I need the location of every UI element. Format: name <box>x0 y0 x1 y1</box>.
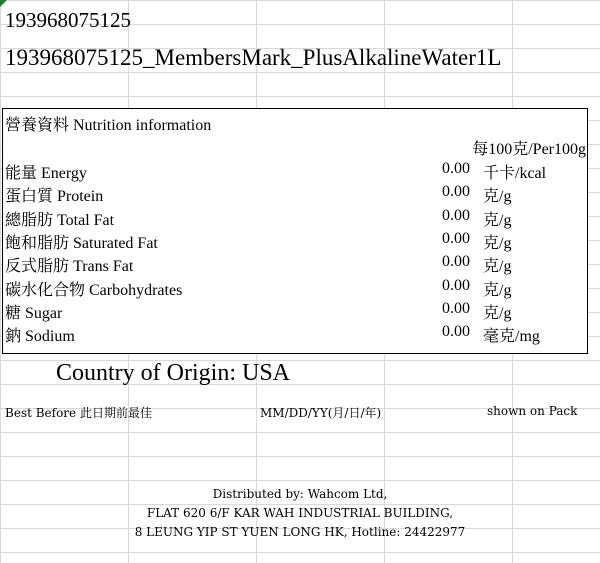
active-cell-marker <box>0 0 7 7</box>
per-100g-label[interactable]: 每100克/Per100g <box>472 141 586 158</box>
nutrient-value[interactable]: 0.00 <box>442 300 470 317</box>
best-before-label[interactable]: Best Before 此日期前最佳 <box>5 406 152 420</box>
nutrient-label[interactable]: 鈉 Sodium <box>5 328 75 345</box>
nutrient-unit[interactable]: 克/g <box>483 188 512 205</box>
nutrient-unit[interactable]: 克/g <box>483 258 512 275</box>
nutrient-label[interactable]: 能量 Energy <box>5 165 87 182</box>
country-of-origin[interactable]: Country of Origin: USA <box>56 360 290 386</box>
nutrient-value[interactable]: 0.00 <box>442 207 470 224</box>
nutrient-unit[interactable]: 克/g <box>483 282 512 299</box>
nutrient-label[interactable]: 糖 Sugar <box>5 305 63 322</box>
distributor-line-1[interactable]: Distributed by: Wahcom Ltd, <box>212 487 388 501</box>
shown-on-pack[interactable]: shown on Pack <box>487 404 578 418</box>
nutrient-value[interactable]: 0.00 <box>442 253 470 270</box>
nutrient-label[interactable]: 碳水化合物 Carbohydrates <box>5 282 183 299</box>
date-format[interactable]: MM/DD/YY(月/日/年) <box>260 406 382 420</box>
nutrient-value[interactable]: 0.00 <box>442 323 470 340</box>
distributor-line-3[interactable]: 8 LEUNG YIP ST YUEN LONG HK, Hotline: 24422977 <box>134 525 466 539</box>
distributor-line-2[interactable]: FLAT 620 6/F KAR WAH INDUSTRIAL BUILDING, <box>146 506 454 520</box>
nutrient-label[interactable]: 反式脂肪 Trans Fat <box>5 258 134 275</box>
nutrient-label[interactable]: 蛋白質 Protein <box>5 188 104 205</box>
nutrient-value[interactable]: 0.00 <box>442 183 470 200</box>
nutrient-unit[interactable]: 千卡/kcal <box>483 165 547 182</box>
nutrient-unit[interactable]: 克/g <box>483 235 512 252</box>
nutrient-value[interactable]: 0.00 <box>442 230 470 247</box>
nutrient-unit[interactable]: 克/g <box>483 212 512 229</box>
nutrient-label[interactable]: 飽和脂肪 Saturated Fat <box>5 235 158 252</box>
file-name-cell[interactable]: 193968075125_MembersMark_PlusAlkalineWater1L <box>5 45 502 70</box>
nutrient-value[interactable]: 0.00 <box>442 160 470 177</box>
nutrient-unit[interactable]: 克/g <box>483 305 512 322</box>
barcode-cell[interactable]: 193968075125 <box>5 8 131 32</box>
nutrient-unit[interactable]: 毫克/mg <box>483 328 540 345</box>
nutrition-title[interactable]: 營養資料 Nutrition information <box>5 117 212 134</box>
nutrient-value[interactable]: 0.00 <box>442 277 470 294</box>
nutrient-label[interactable]: 總脂肪 Total Fat <box>5 212 115 229</box>
